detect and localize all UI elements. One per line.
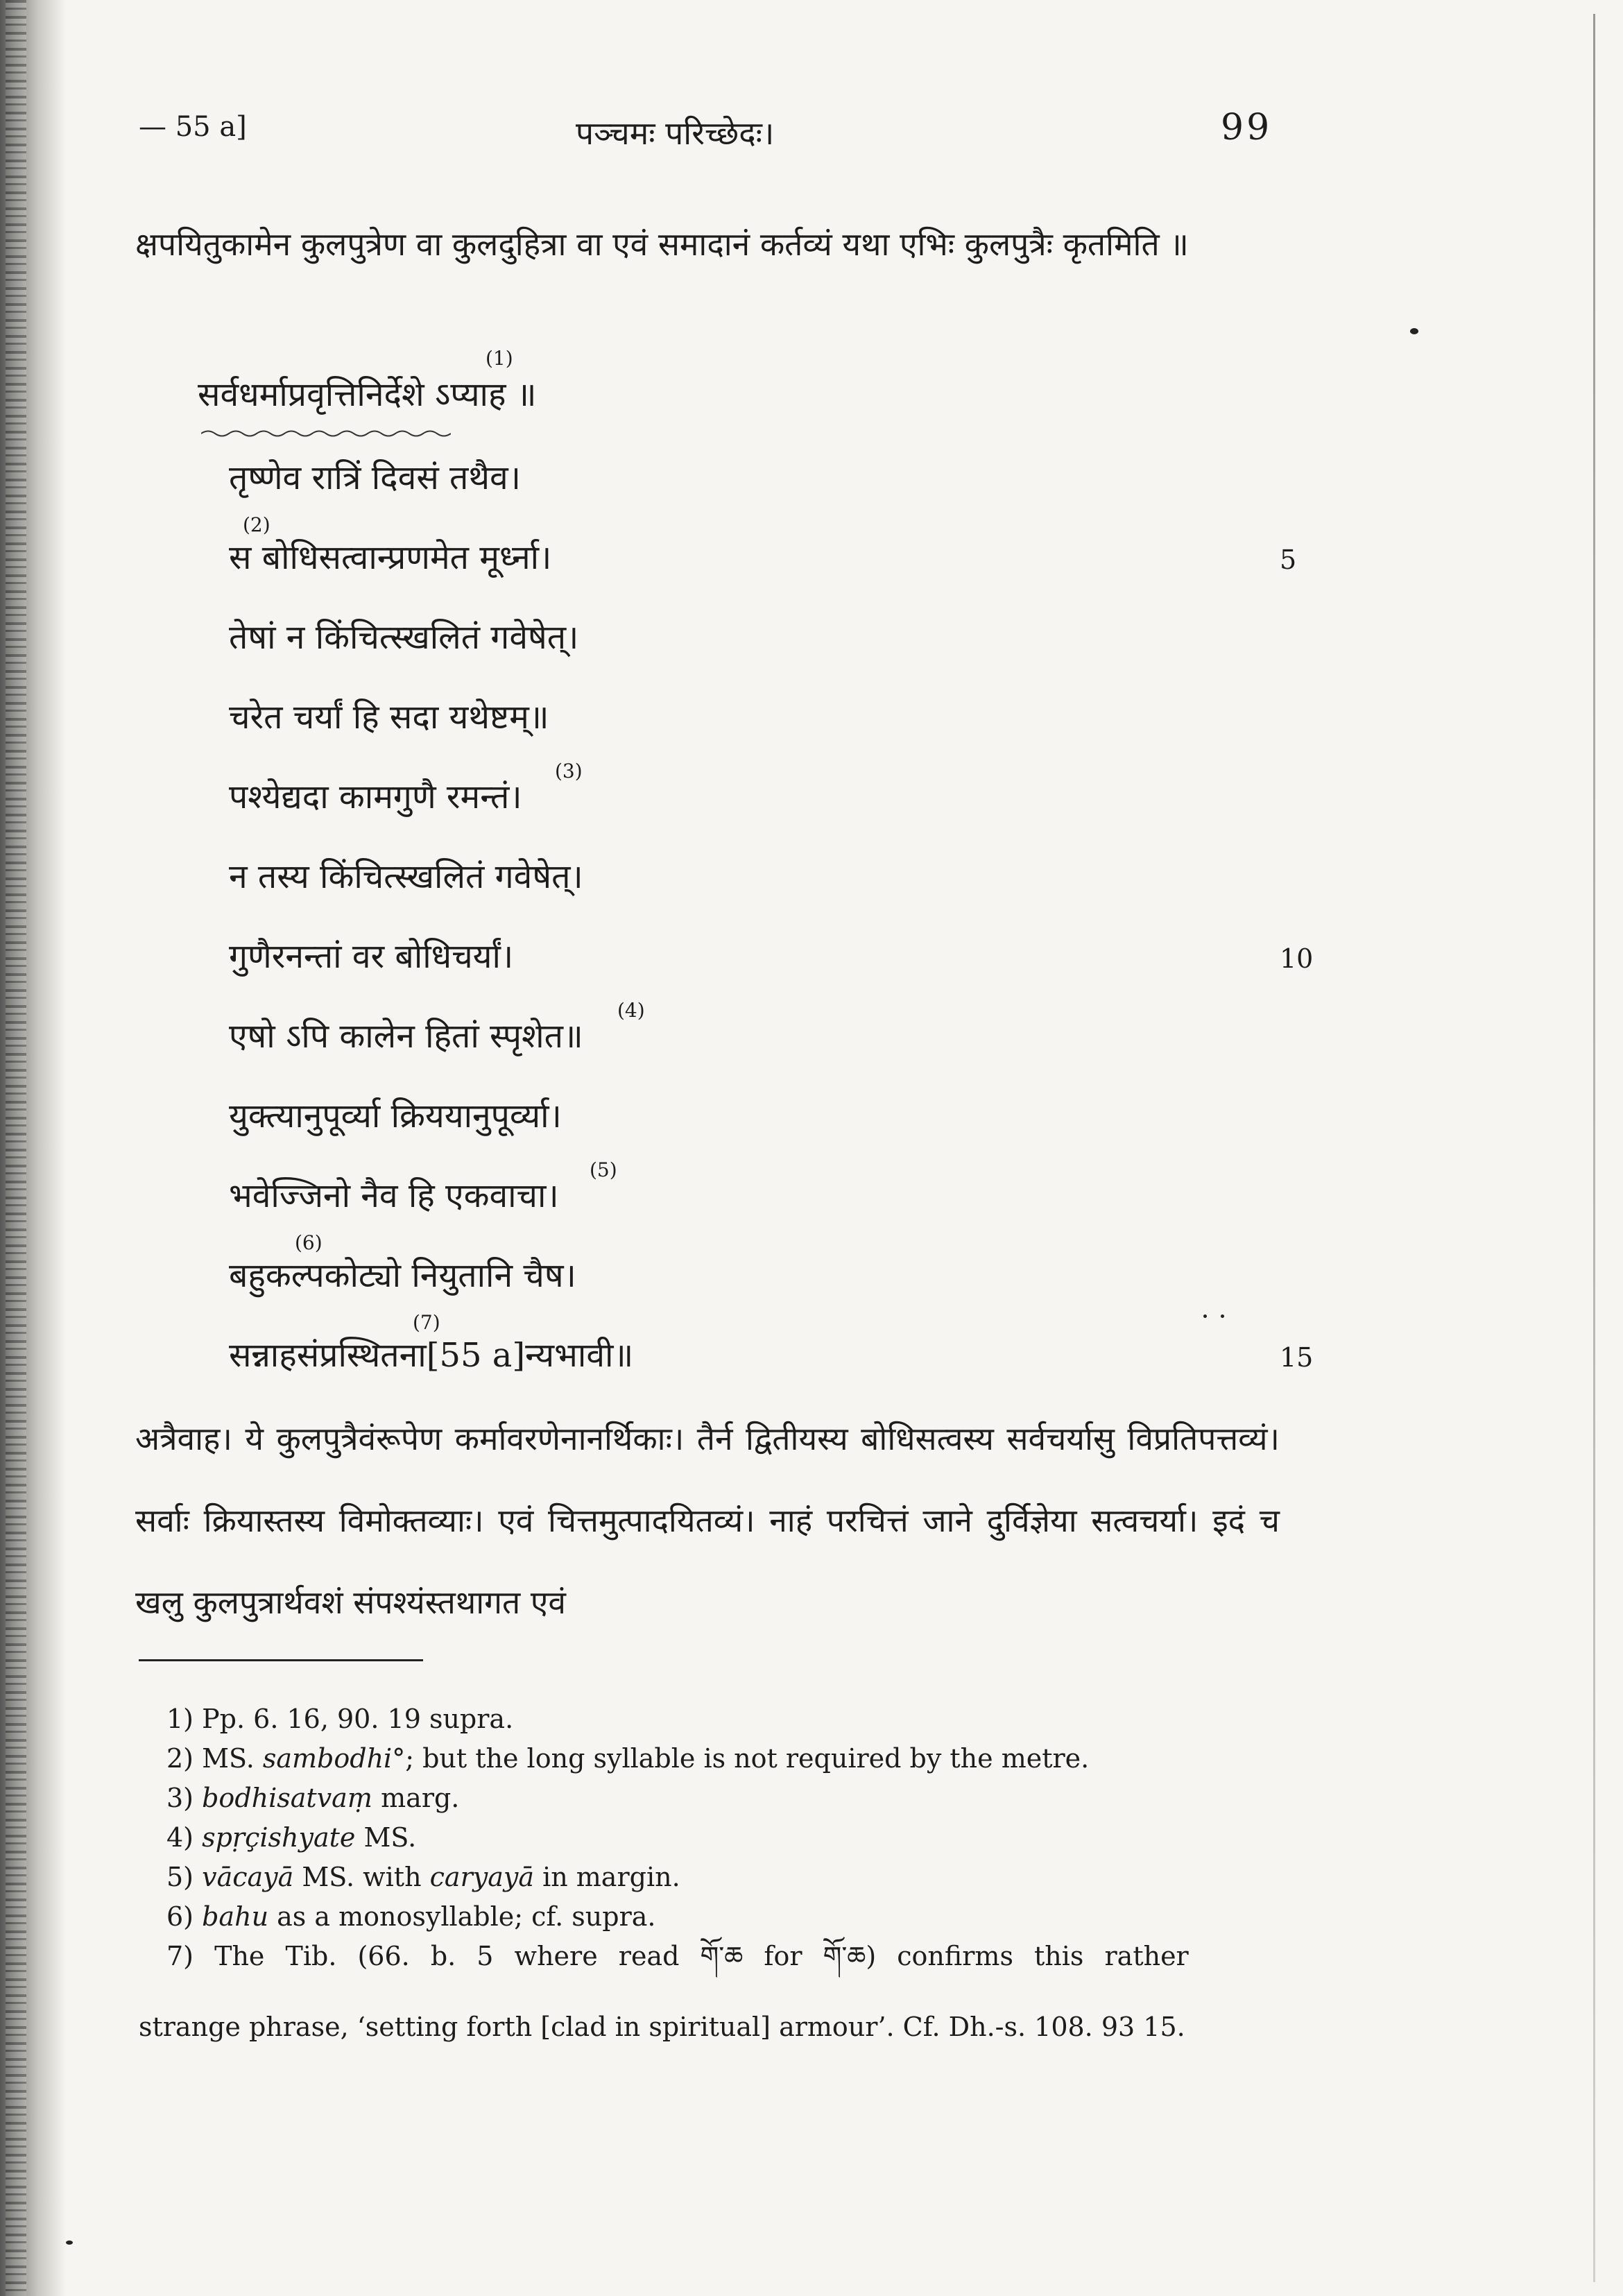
footnote-ref-1: (1) <box>486 347 513 370</box>
footnote-6: 6) bahu as a monosyllable; cf. supra. <box>166 1901 656 1932</box>
verse-line: भवेज्जिनो नैव हि एकवाचा। <box>229 1176 559 1215</box>
footnote-ref-3: (3) <box>555 760 583 782</box>
verse-line: बहुकल्पकोट्यो नियुतानि चैष। <box>229 1256 576 1295</box>
footnote-7-continuation: strange phrase, ‘setting forth [clad in spiritual] armour’. Cf. Dh.-s. 108. 93 15. <box>139 2012 1185 2042</box>
verse-line: तृष्णेव रात्रिं दिवसं तथैव। <box>229 459 521 497</box>
prose-paragraph-bottom: अत्रैवाह। ये कुलपुत्रैवंरूपेण कर्मावरणेनानर्थिकाः। तैर्न द्वितीयस्य बोधिसत्वस्य सर्वचर्यासु विप्रतिपत्तव्यं। सर्वाः क्रियास्तस्य विमोक्तव्याः। एवं चित्तमुत्पादयितव्यं। नाहं परचित्तं जाने दुर्विज्ञेया सत्वचर्या। इदं च खलु कुलपुत्रार्थवशं संपश्यंस्तथागत एवं <box>135 1420 1280 1621</box>
footnote-2: 2) MS. sambodhi°; but the long syllable is not required by the metre. <box>166 1743 1090 1774</box>
scanned-binding-line <box>1593 14 1595 2282</box>
header-section-ref: — 55 a] <box>139 111 247 143</box>
line-number: 15 <box>1280 1342 1314 1373</box>
verse-line: न तस्य किंचित्स्खलितं गवेषेत्। <box>229 857 583 896</box>
verse-line: स बोधिसत्वान्प्रणमेत मूर्ध्ना। <box>229 538 552 577</box>
verse-line: सन्नाहसंप्रस्थितना[55 a]न्यभावी॥ <box>229 1336 634 1375</box>
footnote-ref-4: (4) <box>617 999 645 1022</box>
verse-line: चरेत चर्यां हि सदा यथेष्टम्॥ <box>229 698 549 737</box>
footnote-1: 1) Pp. 6. 16, 90. 19 supra. <box>166 1704 514 1734</box>
ink-speck <box>1410 328 1418 334</box>
wavy-underline <box>201 429 451 438</box>
ink-speck <box>66 2241 73 2245</box>
verse-line: युक्त्यानुपूर्व्या क्रिययानुपूर्व्या। <box>229 1097 562 1136</box>
ink-speck <box>1221 1314 1224 1318</box>
running-header <box>0 107 1623 166</box>
header-chapter-title: पञ्चमः परिच्छेदः। <box>576 114 775 152</box>
tibetan-word-2: གོ་ཆ <box>823 1941 866 1971</box>
prose-paragraph-top: क्षपयितुकामेन कुलपुत्रेण वा कुलदुहित्रा वा एवं समादानं कर्तव्यं यथा एभिः कुलपुत्रैः कृतमिति ॥ <box>135 225 1189 263</box>
verse-line: गुणैरनन्तां वर बोधिचर्यां। <box>229 937 514 976</box>
footnotes <box>166 1699 1290 1976</box>
footnote-ref-5: (5) <box>590 1158 617 1181</box>
scanned-page-edge <box>0 0 66 2296</box>
footnote-5: 5) vācayā MS. with caryayā in margin. <box>166 1862 680 1892</box>
verse-line: तेषां न किंचित्स्खलितं गवेषेत्। <box>229 618 579 657</box>
footnote-4: 4) spṛçishyate MS. <box>166 1822 417 1853</box>
ink-speck <box>1203 1314 1207 1318</box>
line-number: 5 <box>1280 545 1297 575</box>
line-number: 10 <box>1280 943 1314 974</box>
verse-line: पश्येद्यदा कामगुणै रमन्तं। <box>229 778 522 816</box>
footnote-7: 7) The Tib. (66. b. 5 where read གོ་ཆ for གོ་ཆ) confirms this rather <box>166 1941 1189 1971</box>
tibetan-word-1: གོ་ཆ <box>700 1941 744 1971</box>
footnote-ref-6: (6) <box>295 1231 323 1254</box>
page-number: 99 <box>1221 107 1273 148</box>
footnote-separator <box>139 1659 423 1661</box>
verse-line: एषो ऽपि कालेन हितां स्पृशेत॥ <box>229 1017 583 1056</box>
footnote-3: 3) bodhisatvaṃ marg. <box>166 1783 460 1813</box>
verse-heading: सर्वधर्माप्रवृत्तिनिर्देशे ऽप्याह ॥ <box>198 375 537 414</box>
footnote-ref-7: (7) <box>413 1311 440 1334</box>
footnote-ref-2: (2) <box>243 513 270 536</box>
